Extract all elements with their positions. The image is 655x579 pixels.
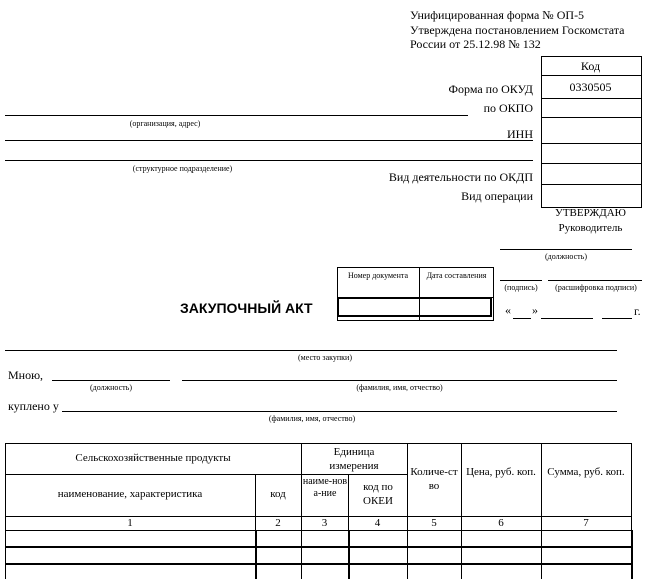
th-qty: Количе-ство [410,466,458,492]
th-unit: Единица измерения [329,446,379,472]
approve-head: Руководитель [558,222,623,234]
position-line [52,380,170,381]
doc-number-header: Номер документа [347,271,408,280]
col-number-6: 6 [498,517,504,529]
col-number-4: 4 [374,517,381,529]
th-name: наименование, характеристика [57,488,203,500]
by-me-label: Мною, [8,368,44,382]
form-header-line2: Утверждена постановлением Госкомстата [410,23,625,37]
approve-title: УТВЕРЖДАЮ [555,207,626,219]
okpo-label: по ОКПО [483,101,533,115]
col-number-5: 5 [431,517,437,529]
organization-line-2 [5,140,533,141]
organization-caption: (организация, адрес) [129,119,201,128]
decoding-caption: (расшифровка подписи) [555,283,637,292]
th-price: Цена, руб. коп. [466,466,536,478]
document-title: ЗАКУПОЧНЫЙ АКТ [180,300,313,316]
approve-position-line [500,249,632,250]
col-number-3: 3 [321,517,328,529]
date-quote-open: « [505,303,511,317]
signature-caption: (подпись) [504,283,538,292]
okud-value: 0330505 [569,80,612,94]
month-line [541,318,593,319]
fio-line [182,380,617,381]
th-code: код [270,488,286,500]
position-caption: (должность) [90,383,132,392]
form-header-line1: Унифицированная форма № ОП-5 [410,8,585,22]
col-number-2: 2 [275,517,281,529]
seller-line [62,411,617,412]
okud-label: Форма по ОКУД [448,82,533,96]
subdivision-caption: (структурное подразделение) [132,164,233,173]
place-caption: (место закупки) [297,353,352,362]
th-unit-code: код по ОКЕИ [363,481,393,507]
form-header-line3: России от 25.12.98 № 132 [410,37,541,51]
okdp-label: Вид деятельности по ОКДП [388,170,533,184]
inn-label: ИНН [507,127,533,141]
organization-line [5,115,468,116]
fio-caption: (фамилия, имя, отчество) [356,383,443,392]
col-number-1: 1 [127,517,133,529]
th-sum: Сумма, руб. коп. [547,466,625,478]
date-quote-close: » [532,303,538,317]
code-box [541,56,642,208]
signature-line [500,280,542,281]
doc-date-header: Дата составления [426,271,487,280]
code-header: Код [580,59,601,73]
day-line [513,318,531,319]
th-products: Сельскохозяйственные продукты [75,452,231,464]
decoding-line [548,280,642,281]
col-number-7: 7 [583,517,589,529]
approve-position-caption: (должность) [545,252,587,261]
year-suffix: г. [634,304,641,318]
bought-from-label: куплено у [8,399,59,413]
subdivision-line [5,160,533,161]
year-line [602,318,632,319]
operation-label: Вид операции [461,189,533,203]
place-line [5,350,617,351]
seller-caption: (фамилия, имя, отчество) [268,414,356,423]
th-unit-name: наиме-нова-ние [302,476,348,499]
